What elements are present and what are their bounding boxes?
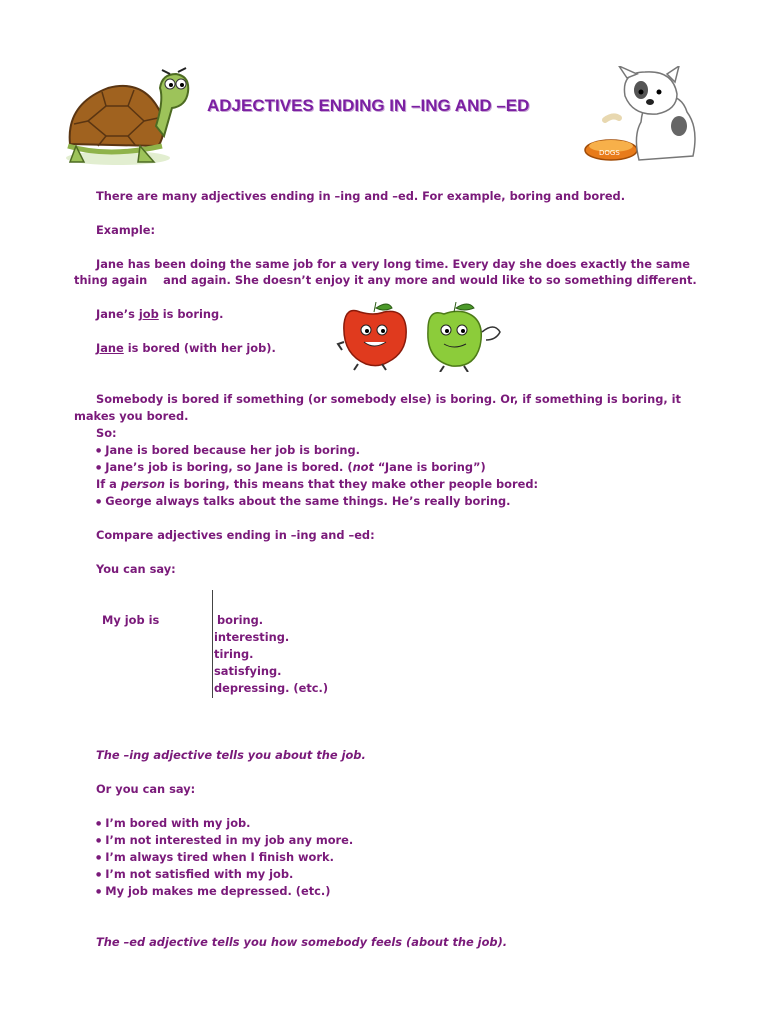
is-bored-with-text: is bored (with her job). — [123, 341, 276, 355]
ing-word: depressing. (etc.) — [214, 681, 329, 695]
bullet-text: Jane’s job is boring, so Jane is bored. ( — [105, 460, 353, 474]
ing-word: tiring. — [214, 647, 254, 661]
list-item — [96, 459, 486, 477]
example-text-line2: thing again and again. She doesn’t enjoy it any more and would like to so something different. — [74, 273, 697, 287]
example-label: Example: — [96, 223, 156, 237]
ing-word: interesting. — [214, 630, 290, 644]
you-can-say-label: You can say: — [96, 562, 176, 576]
person-pre: If a — [96, 477, 121, 491]
list-item: ● I’m bored with my job. — [96, 815, 251, 833]
not-quote: “Jane is boring”) — [373, 460, 486, 474]
list-item: ● I’m always tired when I finish work. — [96, 849, 334, 867]
explain-line2: makes you bored. — [74, 409, 189, 423]
not-word: not — [352, 460, 374, 474]
page-title: ADJECTIVES ENDING IN –ING AND –ED — [207, 96, 530, 115]
compare-heading: Compare adjectives ending in –ing and –ed: — [96, 528, 375, 542]
ing-note: The –ing adjective tells you about the job. — [96, 748, 366, 762]
jane-word: Jane — [96, 341, 124, 355]
ed-note: The –ed adjective tells you how somebody feels (about the job). — [96, 935, 508, 949]
so-label: So: — [96, 426, 117, 440]
ing-word: boring. — [217, 613, 264, 627]
list-item: ● My job makes me depressed. (etc.) — [96, 883, 330, 901]
example-text-line1: Jane has been doing the same job for a very long time. Every day she does exactly the same — [96, 257, 690, 271]
janes-job-line — [96, 306, 223, 323]
person-line — [96, 476, 538, 493]
jane-bored-line — [96, 340, 276, 357]
divider-line — [212, 590, 213, 698]
person-word: person — [120, 477, 166, 491]
fruit-illustration — [336, 302, 508, 372]
my-job-is-label: My job is — [102, 613, 160, 627]
list-item: ● I’m not interested in my job any more. — [96, 832, 353, 850]
person-post: is boring, this means that they make other people bored: — [165, 477, 539, 491]
turtle-illustration — [58, 66, 193, 168]
or-you-can-say-label: Or you can say: — [96, 782, 196, 796]
list-item: ● George always talks about the same things. He’s really boring. — [96, 493, 511, 511]
ing-word: satisfying. — [214, 664, 282, 678]
job-word: job — [138, 307, 159, 321]
intro-paragraph: There are many adjectives ending in –ing and –ed. For example, boring and bored. — [96, 189, 626, 203]
list-item: ● Jane is bored because her job is boring. — [96, 442, 360, 460]
list-item: ● I’m not satisfied with my job. — [96, 866, 293, 884]
dog-bowl-label: DOGS — [599, 149, 620, 157]
janes-text: Jane’s — [96, 307, 139, 321]
explain-line1: Somebody is bored if something (or somebody else) is boring. Or, if something is boring, it — [96, 392, 681, 406]
is-boring-text: is boring. — [158, 307, 224, 321]
dog-illustration — [583, 66, 703, 166]
